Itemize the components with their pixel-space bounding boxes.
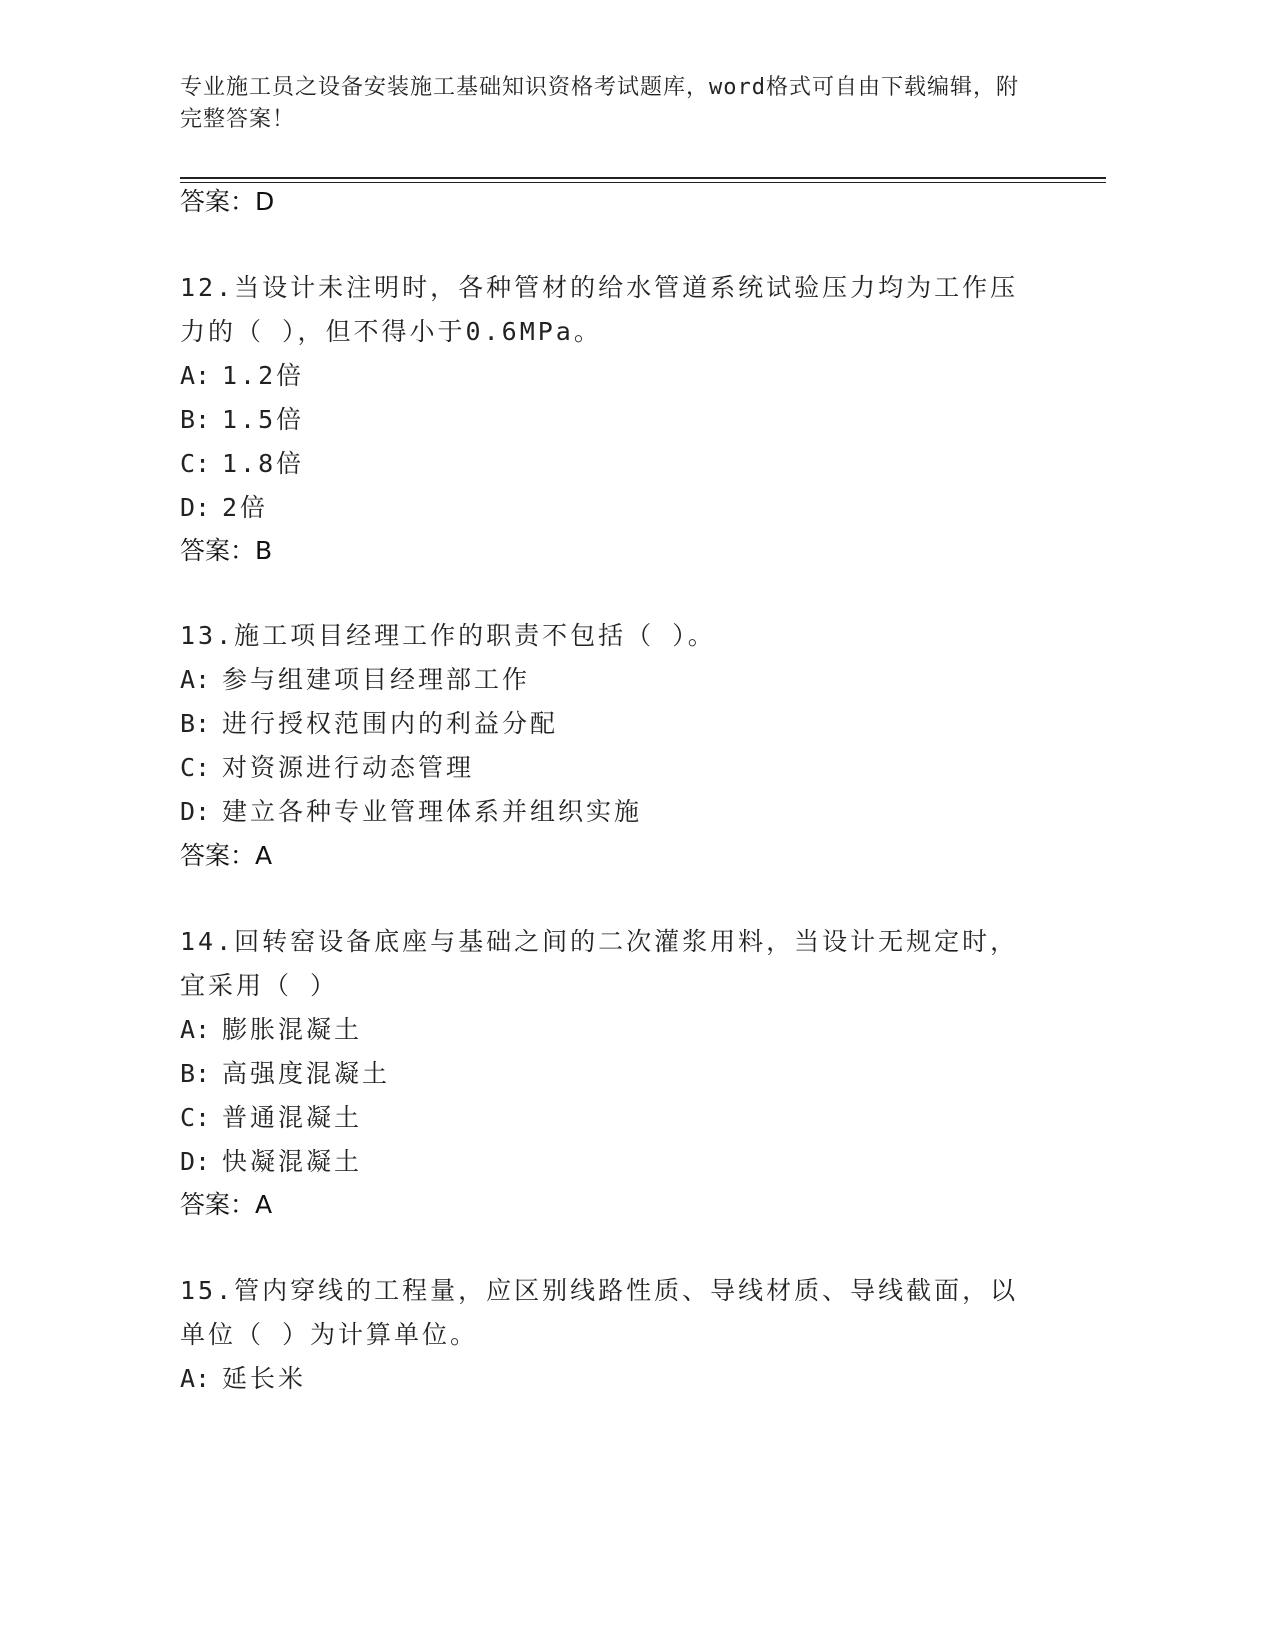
option-key: A: — [180, 1015, 211, 1044]
question-stem: 15.管内穿线的工程量，应区别线路性质、导线材质、导线截面，以单位（ ）为计算单位。 — [180, 1276, 1019, 1349]
option-key: D: — [180, 1147, 211, 1176]
option-key: A: — [180, 1364, 211, 1393]
header-note: 专业施工员之设备安装施工基础知识资格考试题库，word格式可自由下载编辑，附完整答案！ — [180, 75, 1019, 132]
answer-label-prev: 答案：D — [180, 187, 275, 216]
option-text: 2倍 — [222, 493, 269, 522]
answer-label: 答案：B — [180, 536, 273, 565]
option-c — [180, 442, 1040, 486]
option-a — [180, 1357, 1040, 1401]
option-key: A: — [180, 665, 211, 694]
option-text: 参与组建项目经理部工作 — [222, 665, 531, 694]
question-12 — [180, 266, 1040, 530]
option-a — [180, 658, 1040, 702]
option-c — [180, 746, 1040, 790]
option-text: 延长米 — [222, 1364, 307, 1393]
option-key: A: — [180, 361, 211, 390]
option-text: 1.8倍 — [222, 449, 305, 478]
option-text: 对资源进行动态管理 — [222, 753, 475, 782]
option-key: B: — [180, 709, 211, 738]
question-stem: 12.当设计未注明时，各种管材的给水管道系统试验压力均为工作压力的（ ），但不得小于0.6MPa。 — [180, 273, 1019, 346]
option-text: 快凝混凝土 — [222, 1147, 363, 1176]
option-a — [180, 354, 1040, 398]
option-b — [180, 702, 1040, 746]
question-stem: 14.回转窑设备底座与基础之间的二次灌浆用料，当设计无规定时，宜采用（ ） — [180, 927, 1019, 1000]
option-text: 高强度混凝土 — [222, 1059, 391, 1088]
option-text: 1.2倍 — [222, 361, 305, 390]
option-b — [180, 1052, 1040, 1096]
option-text: 建立各种专业管理体系并组织实施 — [222, 797, 643, 826]
option-text: 进行授权范围内的利益分配 — [222, 709, 559, 738]
document-page — [180, 0, 1110, 1650]
option-a — [180, 1008, 1040, 1052]
option-b — [180, 398, 1040, 442]
header-divider-thick — [180, 177, 1106, 179]
header-divider-thin — [180, 182, 1106, 183]
question-15 — [180, 1269, 1040, 1401]
question-13 — [180, 614, 1040, 834]
option-c — [180, 1096, 1040, 1140]
option-text: 普通混凝土 — [222, 1103, 363, 1132]
option-key: B: — [180, 405, 211, 434]
answer-label: 答案：A — [180, 841, 273, 870]
option-d — [180, 790, 1040, 834]
option-key: C: — [180, 753, 211, 782]
option-key: C: — [180, 449, 211, 478]
option-key: D: — [180, 797, 211, 826]
option-key: D: — [180, 493, 211, 522]
question-stem: 13.施工项目经理工作的职责不包括（ ）。 — [180, 621, 716, 650]
answer-label: 答案：A — [180, 1190, 273, 1219]
question-14 — [180, 920, 1040, 1184]
option-key: C: — [180, 1103, 211, 1132]
option-d — [180, 1140, 1040, 1184]
option-key: B: — [180, 1059, 211, 1088]
option-d — [180, 486, 1040, 530]
option-text: 膨胀混凝土 — [222, 1015, 363, 1044]
option-text: 1.5倍 — [222, 405, 305, 434]
